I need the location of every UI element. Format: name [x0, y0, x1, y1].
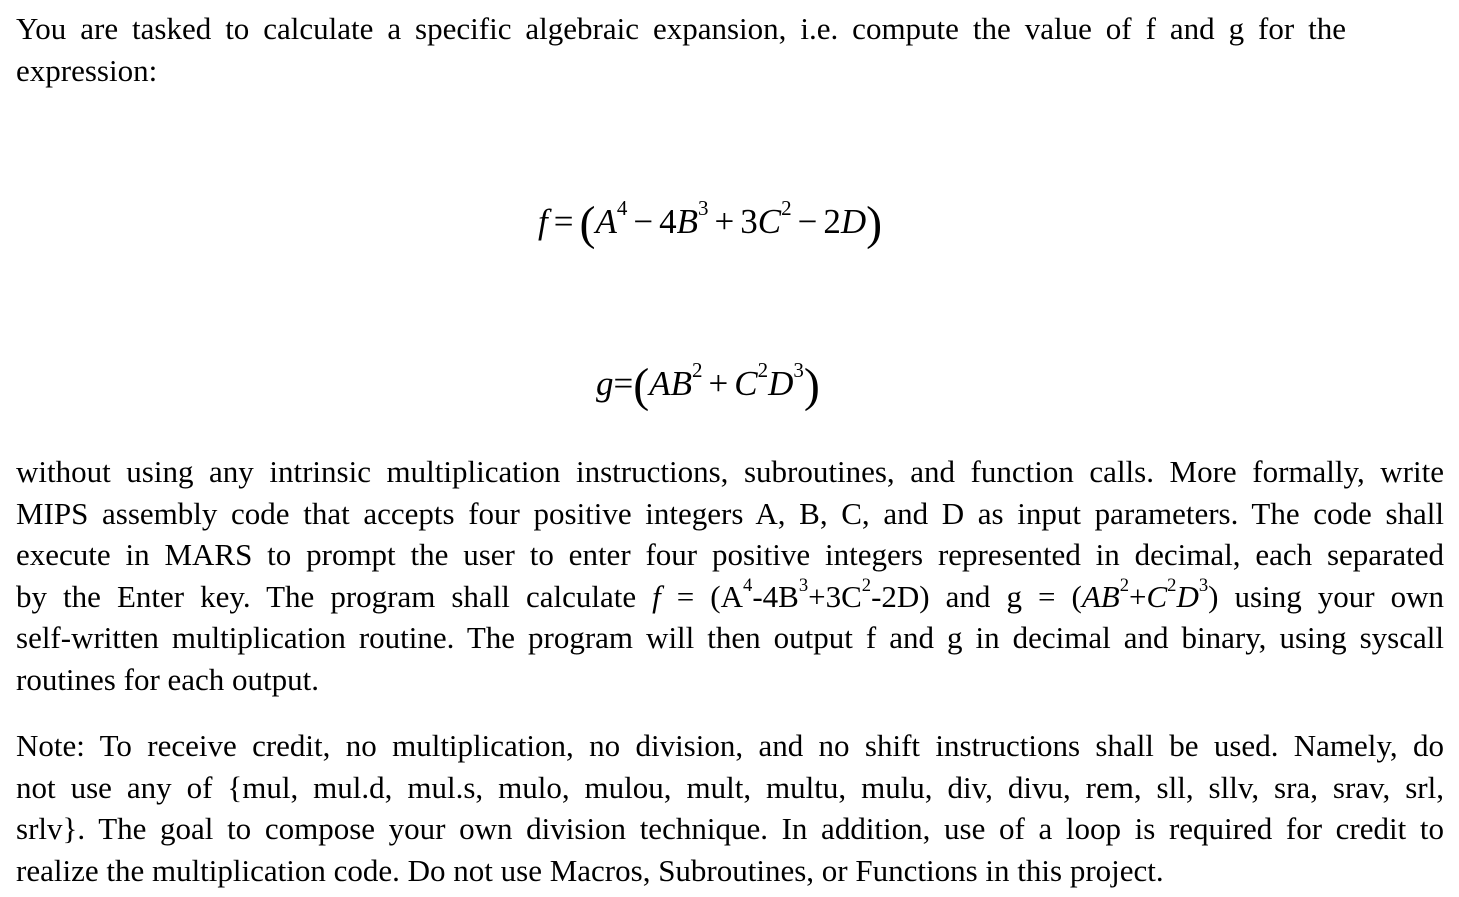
body-line-5: self-written multiplication routine. The program will then output f and g in decimal and binary, using syscall [16, 620, 1444, 655]
body-line-4-exp6: 3 [1198, 574, 1209, 596]
note-line-3: srlv}. The goal to compose your own division technique. In addition, use of a loop is required for credit to [16, 811, 1444, 846]
eq-f-term4-base: D [840, 202, 867, 241]
body-line-4-exp2: 3 [798, 574, 809, 596]
intro-paragraph [16, 8, 1346, 91]
eq-g-d-exp: 3 [793, 358, 804, 383]
eq-f-term2-exp: 3 [698, 196, 709, 221]
body-line-4-c-term: C [1146, 578, 1168, 614]
body-line-3: execute in MARS to prompt the user to enter four positive integers represented in decimal, each separated [16, 537, 1444, 572]
eq-g-b-exp: 2 [692, 358, 703, 383]
eq-f-equals: = [553, 202, 574, 241]
eq-g-close-paren: ) [803, 359, 820, 412]
eq-f-lhs: f [538, 202, 548, 241]
eq-g-plus: + [708, 364, 729, 403]
body-line-4-a: by the Enter key. The program shall calculate [16, 578, 653, 614]
intro-line-1: You are tasked to calculate a specific algebraic expansion, i.e. compute the value of f and g for the [16, 11, 1346, 46]
eq-f-term3-coef: 3 [740, 202, 758, 241]
body-line-4-plus: + [1129, 578, 1147, 614]
body-line-4-d: +3C [808, 578, 862, 614]
body-line-4 [16, 576, 1444, 618]
body-line-4-exp5: 2 [1167, 574, 1177, 596]
eq-g-d: D [768, 364, 794, 403]
body-line-4-c: -4B [752, 578, 799, 614]
body-line-4-exp3: 2 [861, 574, 872, 596]
intro-line-2: expression: [16, 52, 158, 88]
eq-f-op3: − [797, 202, 818, 241]
eq-g-open-paren: ( [633, 359, 650, 412]
body-line-4-d-term: D [1176, 578, 1199, 614]
body-paragraph [16, 451, 1444, 700]
note-line-2: not use any of {mul, mul.d, mul.s, mulo, mulou, mult, multu, mulu, div, divu, rem, sll, sllv, sra, srav, srl, [16, 769, 1444, 805]
body-line-4-e: -2D) and g = ( [871, 578, 1082, 614]
eq-f-term2-coef: 4 [659, 202, 677, 241]
eq-f-op2: + [714, 202, 735, 241]
body-line-6: routines for each output. [16, 661, 320, 697]
eq-f-term3-base: C [757, 202, 782, 241]
eq-f-open-paren: ( [579, 197, 596, 250]
eq-g-b: B [670, 364, 693, 403]
eq-f-term4-coef: 2 [823, 202, 841, 241]
body-line-4-ab: AB [1081, 578, 1120, 614]
body-line-4-b: = (A [660, 578, 744, 614]
body-line-4-f2: ) using your own [1208, 578, 1444, 614]
eq-f-term1-base: A [595, 202, 617, 241]
eq-f-op1: − [633, 202, 654, 241]
note-paragraph [16, 725, 1444, 891]
eq-f-term1-exp: 4 [616, 196, 628, 221]
body-line-2: MIPS assembly code that accepts four positive integers A, B, C, and D as input parameters. The code shall [16, 495, 1444, 531]
body-line-4-exp4: 2 [1119, 574, 1129, 596]
eq-g-equals: = [613, 364, 634, 403]
eq-g-c-exp: 2 [757, 358, 769, 383]
note-line-1: Note: To receive credit, no multiplication, no division, and no shift instructions shall be used. Namely, do [16, 728, 1444, 763]
eq-f-close-paren: ) [866, 197, 883, 250]
eq-g-lhs: g [596, 364, 614, 403]
equation-f [538, 196, 882, 251]
body-line-1: without using any intrinsic multiplication instructions, subroutines, and function calls. More formally, write [16, 454, 1444, 489]
eq-g-a: A [649, 364, 671, 403]
body-line-4-f: f [652, 578, 661, 614]
eq-f-term3-exp: 2 [781, 196, 792, 221]
body-line-4-exp1: 4 [743, 574, 753, 596]
eq-g-c: C [734, 364, 758, 403]
eq-f-term2-base: B [676, 202, 698, 241]
equation-g [596, 358, 820, 413]
note-line-4: realize the multiplication code. Do not use Macros, Subroutines, or Functions in this project. [16, 852, 1164, 888]
